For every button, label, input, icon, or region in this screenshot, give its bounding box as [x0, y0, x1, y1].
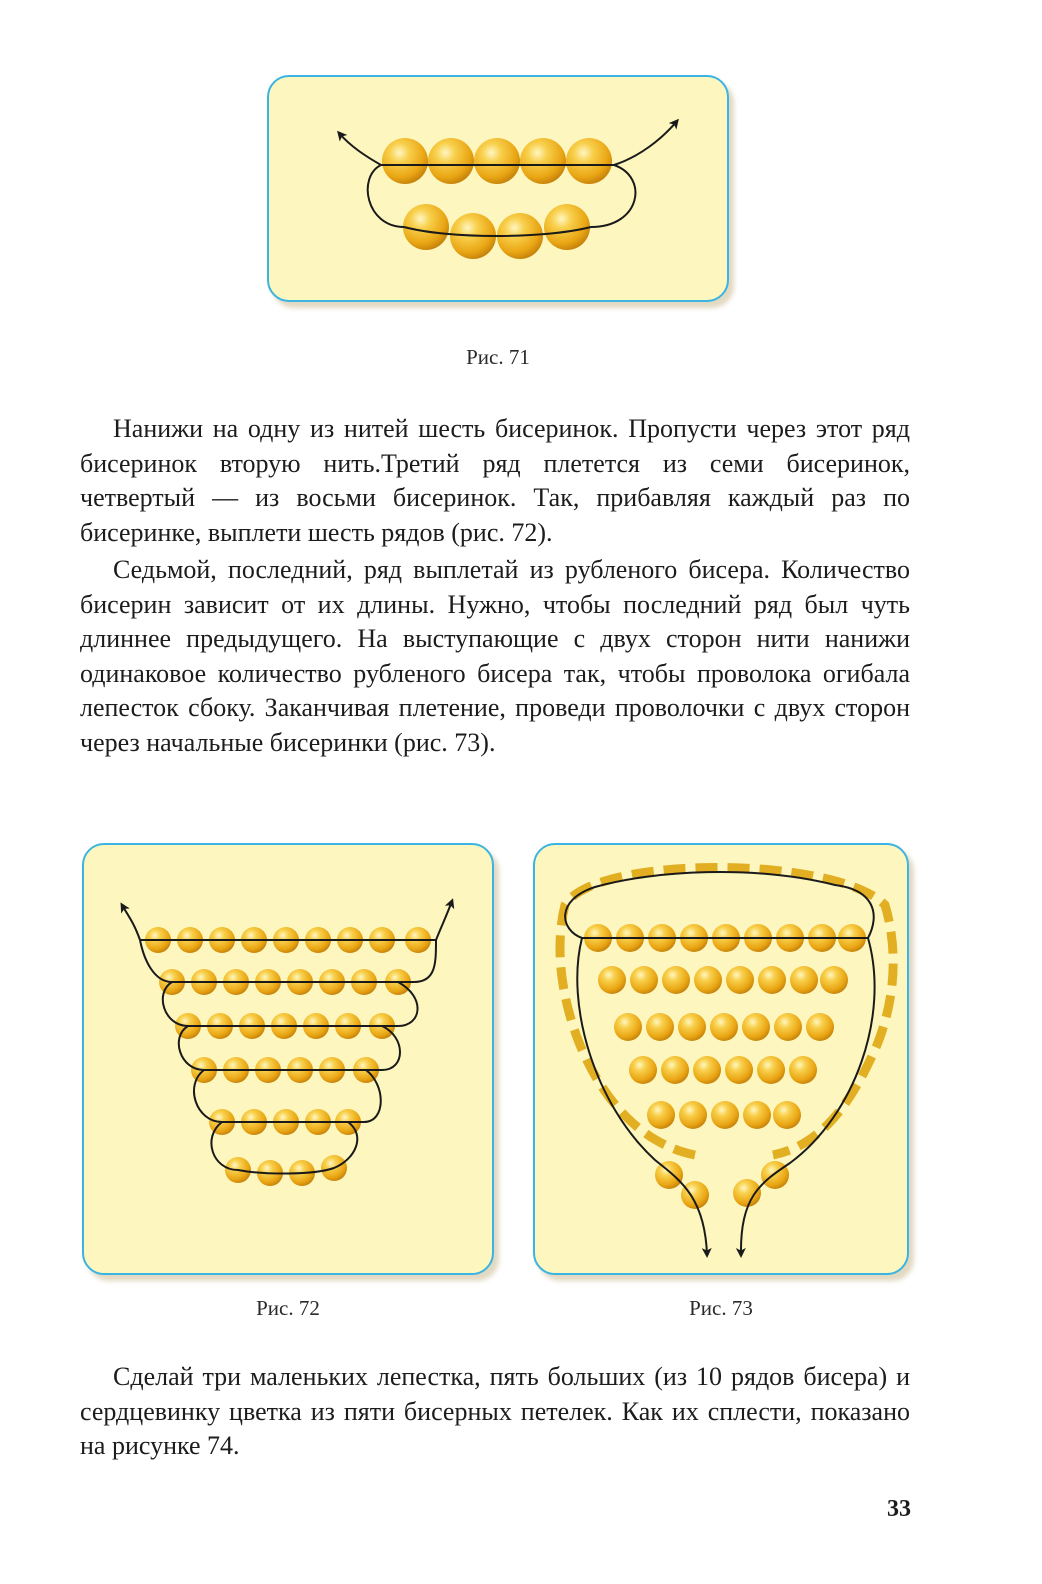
beading-diagram-73: [535, 845, 911, 1277]
figure-71-caption: Рис. 71: [466, 345, 530, 369]
figure-71-illustration: [267, 75, 729, 302]
beading-diagram-72: [84, 845, 496, 1277]
figure-72-caption: Рис. 72: [256, 1296, 320, 1320]
bead-rows: [145, 927, 431, 1186]
figure-73-illustration: [533, 843, 909, 1275]
bead-rows: [584, 924, 866, 1209]
paragraph-1: Нанижи на одну из нитей шесть бисеринок. Пропусти через этот ряд бисеринок вторую нить.Третий ряд плетется из семи бисеринок, четвертый — из восьми бисеринок. Так, прибавляя каждый раз по бисеринке, выплети шесть рядов (рис. 72).: [80, 414, 910, 547]
figure-72-illustration: [82, 843, 494, 1275]
page-number: 33: [887, 1496, 911, 1522]
paragraph-3: Сделай три маленьких лепестка, пять больших (из 10 рядов бисера) и сердцевинку цветка из пяти бисерных петелек. Как их сплести, показано на рисунке 74.: [80, 1362, 910, 1460]
paragraph-2: Седьмой, последний, ряд выплетай из рубленого бисера. Количество бисерин зависит от их длины. Нужно, чтобы последний ряд был чуть длиннее предыдущего. На выступающие с двух сторон нити нанижи одинаковое количество рубленого бисера так, чтобы проволока огибала лепесток сбоку. Заканчивая плетение, проведи проволочки с двух сторон через начальные бисеринки (рис. 73).: [80, 555, 910, 757]
figure-73-caption: Рис. 73: [689, 1296, 753, 1320]
beading-diagram-71: [269, 77, 731, 304]
beads-top-row: [382, 138, 612, 184]
